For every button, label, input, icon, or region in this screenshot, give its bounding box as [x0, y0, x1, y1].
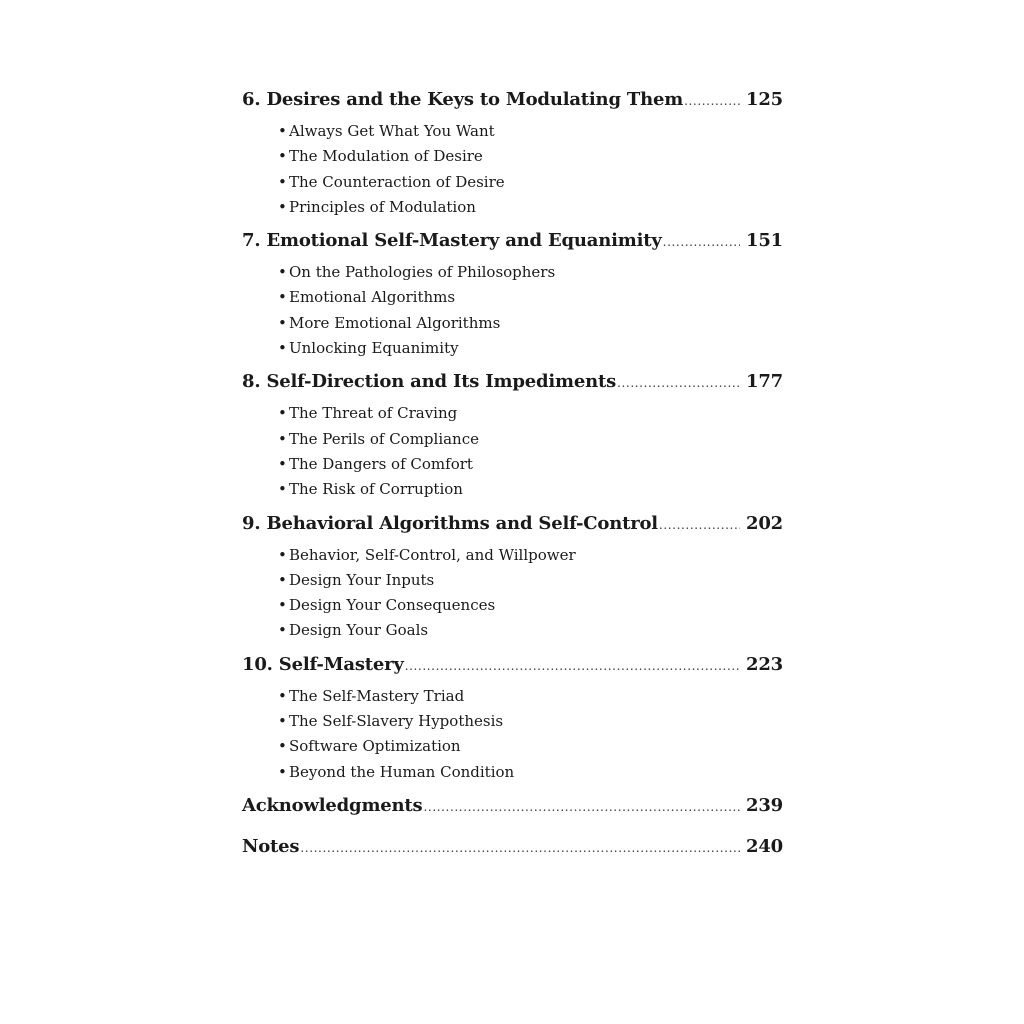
section-item[interactable]: [278, 760, 783, 785]
section-item[interactable]: [278, 260, 783, 285]
section-item[interactable]: [278, 593, 783, 618]
section-title: The Perils of Compliance: [289, 429, 479, 448]
page-number: 240: [746, 835, 783, 857]
section-title: The Modulation of Desire: [289, 147, 483, 166]
chapter-9: [242, 513, 783, 644]
section-list: [242, 260, 783, 361]
section-item[interactable]: [278, 543, 783, 568]
chapter-7: [242, 230, 783, 361]
section-list: [242, 543, 783, 644]
page-number: 125: [746, 89, 783, 110]
bullet-icon: •: [278, 197, 287, 216]
chapter-title: 6. Desires and the Keys to Modulating Them: [242, 89, 684, 110]
dot-leader: [300, 841, 740, 855]
chapter-heading[interactable]: [242, 230, 783, 260]
bullet-icon: •: [278, 263, 287, 282]
section-item[interactable]: [278, 311, 783, 336]
chapter-heading[interactable]: [242, 513, 783, 543]
chapter-title: 10. Self-Mastery: [242, 653, 404, 675]
entry-title: Acknowledgments: [242, 794, 423, 816]
chapter-8: [242, 371, 783, 502]
dot-leader: [684, 94, 740, 108]
bullet-icon: •: [278, 596, 287, 615]
section-item[interactable]: [278, 285, 783, 310]
section-item[interactable]: [278, 477, 783, 502]
section-item[interactable]: [278, 170, 783, 195]
page-number: 151: [746, 230, 783, 252]
section-title: The Self-Mastery Triad: [289, 686, 465, 705]
bullet-icon: •: [278, 288, 287, 307]
bullet-icon: •: [278, 762, 287, 781]
section-title: The Self-Slavery Hypothesis: [289, 712, 504, 731]
chapter-6: [242, 89, 783, 220]
section-item[interactable]: [278, 336, 783, 361]
page-number: 177: [746, 371, 783, 393]
section-title: Software Optimization: [289, 737, 461, 756]
section-title: The Dangers of Comfort: [289, 454, 473, 473]
bullet-icon: •: [278, 172, 287, 191]
bullet-icon: •: [278, 545, 287, 564]
section-item[interactable]: [278, 709, 783, 734]
page-number: 223: [746, 653, 783, 675]
bullet-icon: •: [278, 570, 287, 589]
section-title: On the Pathologies of Philosophers: [289, 263, 556, 282]
section-item[interactable]: [278, 401, 783, 426]
notes-entry[interactable]: [242, 836, 783, 866]
bullet-icon: •: [278, 712, 287, 731]
section-title: Design Your Inputs: [289, 570, 435, 589]
bullet-icon: •: [278, 122, 287, 140]
dot-leader: [617, 376, 740, 390]
bullet-icon: •: [278, 404, 287, 423]
section-list: [242, 684, 783, 785]
section-item[interactable]: [278, 568, 783, 593]
chapter-title: 9. Behavioral Algorithms and Self-Control: [242, 512, 658, 534]
section-title: The Counteraction of Desire: [289, 172, 505, 191]
chapter-10: [242, 654, 783, 785]
section-title: More Emotional Algorithms: [289, 313, 501, 332]
section-title: Emotional Algorithms: [289, 288, 456, 307]
section-item[interactable]: [278, 452, 783, 477]
bullet-icon: •: [278, 480, 287, 499]
bullet-icon: •: [278, 454, 287, 473]
entry-title: Notes: [242, 835, 300, 857]
section-list: [242, 119, 783, 220]
bullet-icon: •: [278, 686, 287, 705]
section-item[interactable]: [278, 684, 783, 709]
section-item[interactable]: [278, 195, 783, 220]
bullet-icon: •: [278, 313, 287, 332]
chapter-heading[interactable]: [242, 654, 783, 684]
chapter-heading[interactable]: [242, 89, 783, 119]
section-list: [242, 401, 783, 502]
bullet-icon: •: [278, 339, 287, 358]
dot-leader: [659, 518, 740, 532]
dot-leader: [405, 659, 740, 673]
section-title: The Risk of Corruption: [289, 480, 463, 499]
section-title: Beyond the Human Condition: [289, 762, 515, 781]
section-title: Behavior, Self-Control, and Willpower: [289, 545, 576, 564]
section-item[interactable]: [278, 144, 783, 169]
page-number: 202: [746, 512, 783, 534]
chapter-heading[interactable]: [242, 371, 783, 401]
table-of-contents: [242, 89, 783, 877]
section-title: Design Your Consequences: [289, 596, 496, 615]
section-title: The Threat of Craving: [289, 404, 458, 423]
chapter-title: 8. Self-Direction and Its Impediments: [242, 371, 617, 393]
dot-leader: [423, 800, 740, 814]
section-item[interactable]: [278, 119, 783, 144]
section-item[interactable]: [278, 618, 783, 643]
acknowledgments-entry[interactable]: [242, 795, 783, 825]
section-title: Design Your Goals: [289, 621, 429, 640]
dot-leader: [663, 235, 740, 249]
section-title: Always Get What You Want: [289, 122, 495, 140]
chapter-title: 7. Emotional Self-Mastery and Equanimity: [242, 230, 662, 252]
section-item[interactable]: [278, 427, 783, 452]
bullet-icon: •: [278, 147, 287, 166]
section-title: Unlocking Equanimity: [289, 339, 459, 358]
bullet-icon: •: [278, 737, 287, 756]
section-title: Principles of Modulation: [289, 197, 476, 216]
bullet-icon: •: [278, 621, 287, 640]
bullet-icon: •: [278, 429, 287, 448]
page-number: 239: [746, 794, 783, 816]
section-item[interactable]: [278, 734, 783, 759]
